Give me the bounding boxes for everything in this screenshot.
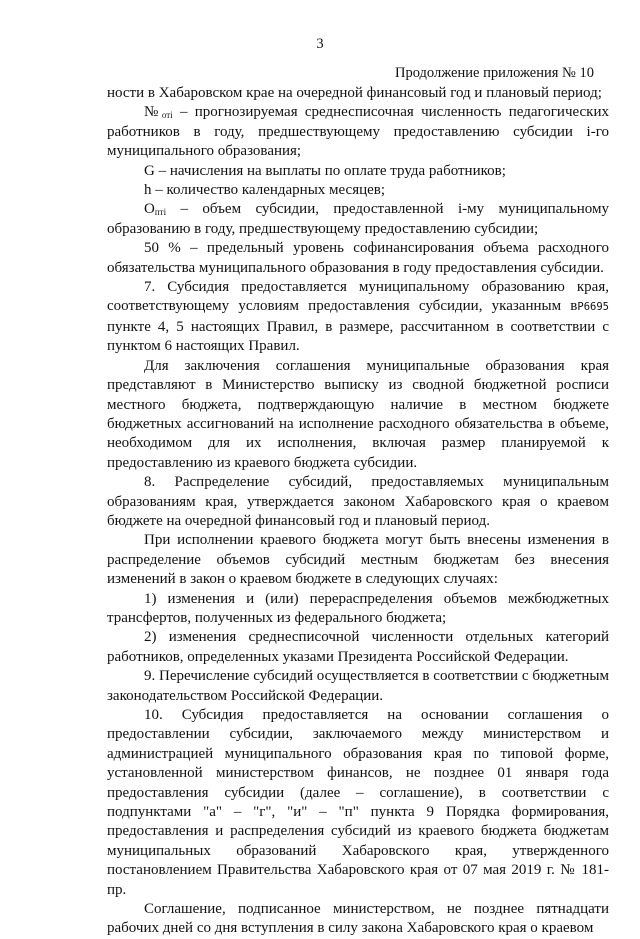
paragraph-g-definition: G – начисления на выплаты по оплате труда работников; [144,162,506,179]
symbol-subscript: птi [154,207,167,218]
cross-reference-link[interactable]: P6695 [577,301,609,314]
paragraph-signed-agreement: Соглашение, подписанное министерством, не позднее пятнадцати рабочих дней со дня вступления в силу закона Хабаровского края о краевом [107,901,609,937]
symbol: № [144,104,162,121]
document-body [107,84,609,939]
paragraph-subsidy-volume-definition: $О_{птi}$ – объем субсидии, предоставленной i-му муниципальному образованию в году, предшествующему предоставлению субсидии; [107,201,609,237]
paragraph-item-7: 7. Субсидия предоставляется муниципальному образованию края, соответствующему условиям предоставления субсидии, указанным вP6695 пункте 4, 5 настоящих Правил, в размере, рассчитанном в соответствии с пунктом 6 настоящих Правил. [107,279,609,355]
paragraph-cofinancing-limit: 50 % – предельный уровень софинансирования объема расходного обязательства муниципального образования в году предоставления субсидии. [107,240,609,276]
paragraph-staff-count-definition: $№_{отi}$ – прогнозируемая среднесписочная численность педагогических работников в году, предшествующему предоставлению субсидии i-го муниципального образования; [107,104,609,160]
symbol-subscript: отi [161,110,173,121]
paragraph-item-10: 10. Субсидия предоставляется на основании соглашения о предоставлении субсидии, заключаемого между министерством и администрацией муниципального образования края по типовой форме, установленной министерством финансов, не позднее 01 января года предоставления субсидии (далее – соглашение), в соответствии с подпунктами "а" – "г", "и" – "п" пункта 9 Порядка формирования, предоставления и распределения субсидий из краевого бюджета бюджетам муниципальных образований Хабаровского края, утвержденного постановлением Правительства Хабаровского края от 07 мая 2019 г. № 181-пр. [107,707,609,898]
paragraph-item-8: 8. Распределение субсидий, предоставляемых муниципальным образованиям края, утверждается законом Хабаровского края о краевом бюджете на очередной финансовый год и плановый период. [107,474,609,529]
paragraph-item-9: 9. Перечисление субсидий осуществляется в соответствии с бюджетным законодательством Российской Федерации. [107,668,609,704]
paragraph-case-1: 1) изменения и (или) перераспределения объемов межбюджетных трансфертов, полученных из федерального бюджета; [107,590,609,626]
paragraph-h-definition: h – количество календарных месяцев; [144,182,386,199]
page-number: 3 [316,36,324,52]
appendix-continuation-note: Продолжение приложения № 10 [395,65,594,81]
paragraph-agreement-conclusion: Для заключения соглашения муниципальные образования края представляют в Министерство выписку из сводной бюджетной росписи местного бюджета, подтверждающую наличие в местном бюджете бюджетных ассигнований на исполнение расходного обязательства в объеме, необходимом для их исполнения, включая размер планируемой к предоставлению из краевого бюджета субсидии. [107,357,609,471]
paragraph-period-tail: ности в Хабаровском крае на очередной финансовый год и плановый период; [107,85,602,101]
paragraph-case-2: 2) изменения среднесписочной численности отдельных категорий работников, определенных указами Президента Российской Федерации. [107,629,609,665]
paragraph-budget-changes: При исполнении краевого бюджета могут быть внесены изменения в распределение объемов субсидий местным бюджетам без внесения изменений в закон о краевом бюджете в следующих случаях: [107,532,609,588]
symbol: О [144,201,155,218]
